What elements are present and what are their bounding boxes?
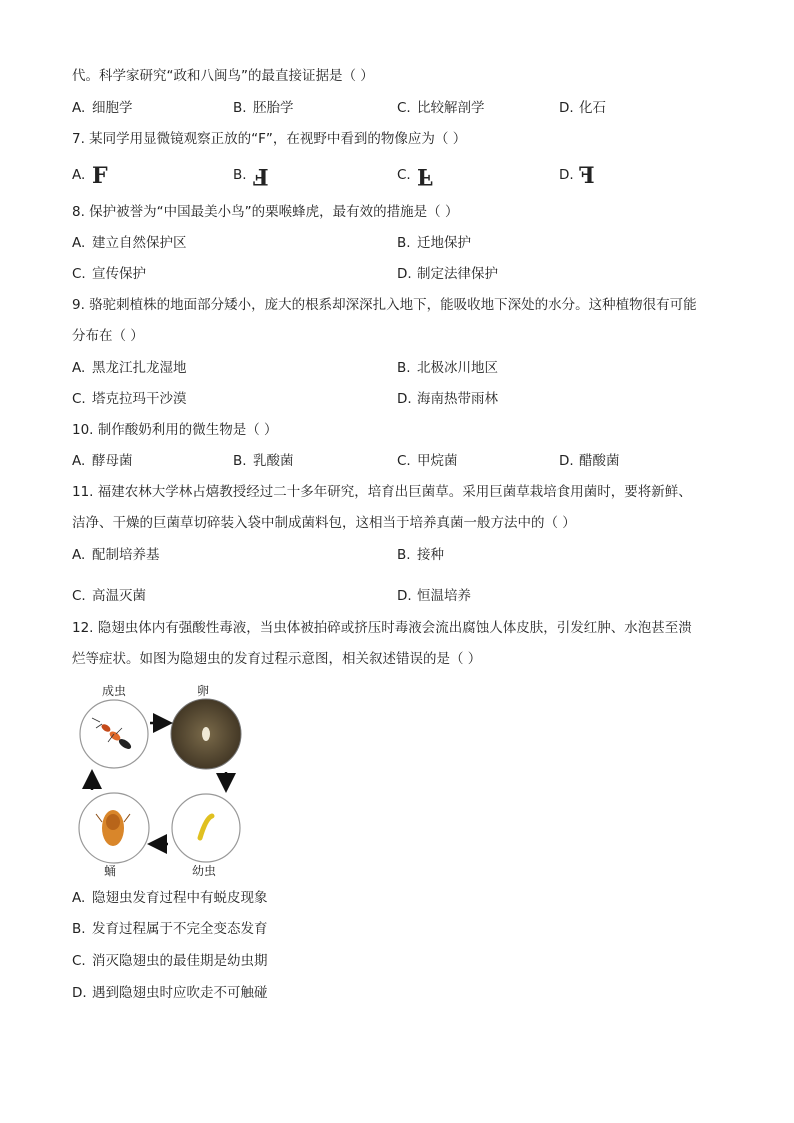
q10-stem: 10. 制作酸奶利用的微生物是（ ） (72, 422, 278, 438)
q8-option-b: B. 迁地保护 (397, 235, 471, 251)
q12-option-c: C. 消灭隐翅虫的最佳期是幼虫期 (72, 953, 268, 969)
f-rotated-glyph: F (253, 163, 269, 189)
q9-option-b: B. 北极冰川地区 (397, 360, 498, 376)
life-cycle-figure (70, 678, 260, 878)
q6-option-a: A. 细胞学 (72, 100, 133, 116)
q10-option-d: D. 醋酸菌 (559, 453, 620, 469)
f-upright-glyph: F (92, 163, 108, 189)
q7-option-d: D. F (559, 163, 595, 189)
q6-option-b: B. 胚胎学 (233, 100, 294, 116)
q6-option-d: D. 化石 (559, 100, 606, 116)
q8-option-c: C. 宣传保护 (72, 266, 146, 282)
adult-beetle-icon (80, 700, 148, 768)
q7-stem: 7. 某同学用显微镜观察正放的“F”，在视野中看到的物像应为（ ） (72, 131, 467, 147)
q9-option-c: C. 塔克拉玛干沙漠 (72, 391, 187, 407)
q12-stem-line-1: 12. 隐翅虫体内有强酸性毒液，当虫体被拍碎或挤压时毒液会流出腐蚀人体皮肤，引发红肿、水泡甚至溃 (72, 620, 692, 636)
f-flipped-vertical-glyph: F (417, 163, 433, 189)
q9-stem-line-1: 9. 骆驼刺植株的地面部分矮小，庞大的根系却深深扎入地下，能吸收地下深处的水分。这种植物很有可能 (72, 297, 697, 313)
larva-icon (172, 794, 240, 862)
q7-option-c: C. F (397, 163, 433, 189)
label-adult: 成虫 (102, 684, 127, 698)
q6-stem: 代。科学家研究“政和八闽鸟”的最直接证据是（ ） (72, 68, 374, 84)
label-pupa: 蛹 (104, 864, 117, 878)
q11-option-c: C. 高温灭菌 (72, 588, 146, 604)
label-larva: 幼虫 (192, 864, 217, 878)
q8-stem: 8. 保护被誉为“中国最美小鸟”的栗喉蜂虎，最有效的措施是（ ） (72, 204, 459, 220)
label-egg: 卵 (197, 684, 210, 698)
f-mirrored-glyph: F (579, 163, 595, 189)
q9-stem-line-2: 分布在（ ） (72, 328, 144, 344)
q10-option-b: B. 乳酸菌 (233, 453, 294, 469)
q10-option-a: A. 酵母菌 (72, 453, 133, 469)
q6-option-c: C. 比较解剖学 (397, 100, 485, 116)
q12-stem-line-2: 烂等症状。如图为隐翅虫的发育过程示意图，相关叙述错误的是（ ） (72, 651, 482, 667)
q7-option-a: A. F (72, 163, 108, 189)
q11-option-a: A. 配制培养基 (72, 547, 160, 563)
pupa-icon (79, 793, 149, 863)
q11-option-b: B. 接种 (397, 547, 444, 563)
life-cycle-diagram (70, 678, 260, 878)
q9-option-d: D. 海南热带雨林 (397, 391, 498, 407)
q11-stem-line-2: 洁净、干燥的巨菌草切碎装入袋中制成菌料包，这相当于培养真菌一般方法中的（ ） (72, 515, 576, 531)
q8-option-d: D. 制定法律保护 (397, 266, 498, 282)
q12-option-b: B. 发育过程属于不完全变态发育 (72, 921, 268, 937)
q8-option-a: A. 建立自然保护区 (72, 235, 187, 251)
q11-stem-line-1: 11. 福建农林大学林占熺教授经过二十多年研究，培育出巨菌草。采用巨菌草栽培食用菌时，要将新鲜、 (72, 484, 692, 500)
q12-option-a: A. 隐翅虫发育过程中有蜕皮现象 (72, 890, 268, 906)
q10-option-c: C. 甲烷菌 (397, 453, 458, 469)
q11-option-d: D. 恒温培养 (397, 588, 471, 604)
egg-icon (171, 699, 241, 769)
q9-option-a: A. 黑龙江扎龙湿地 (72, 360, 187, 376)
q12-option-d: D. 遇到隐翅虫时应吹走不可触碰 (72, 985, 268, 1001)
q7-option-b: B. F (233, 163, 269, 189)
